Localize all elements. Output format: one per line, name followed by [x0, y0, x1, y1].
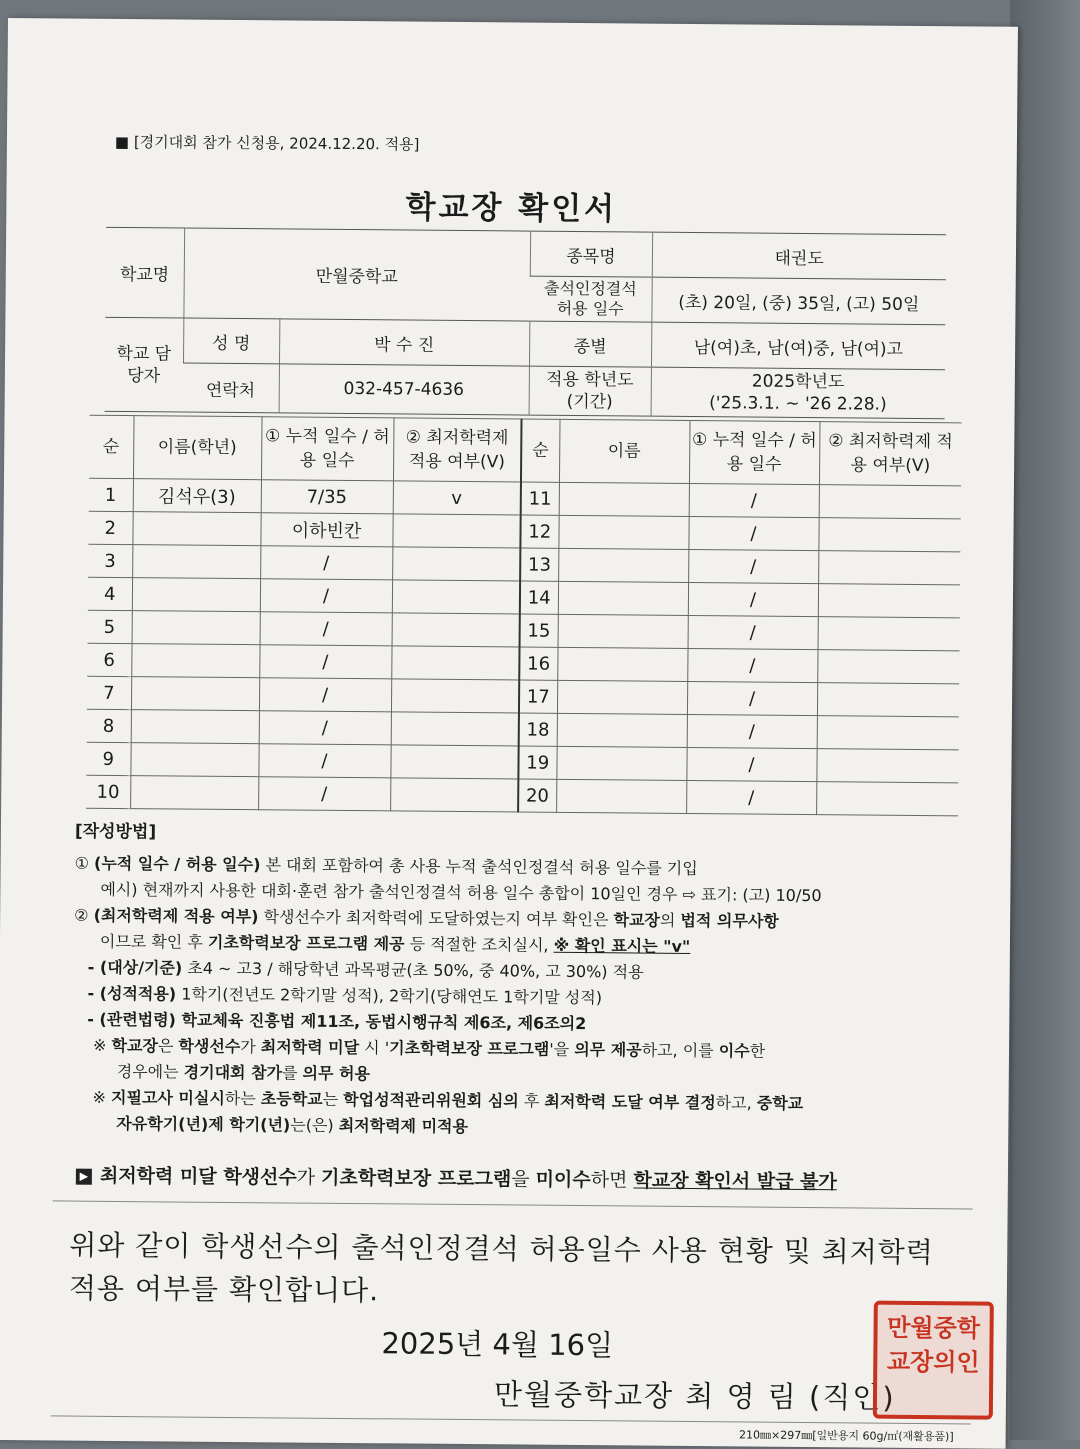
table-row	[86, 775, 958, 816]
name-cell	[559, 482, 689, 516]
seq-cell: 19	[518, 746, 556, 779]
final-warning-t4: 을	[511, 1168, 536, 1191]
document-title: 학교장 확인서	[405, 189, 618, 228]
col-header-seq-2: 순	[521, 419, 560, 482]
days-cell: /	[689, 483, 819, 517]
grade-text: 1학기(전년도 2학기말 성적), 2학기(당해연도 1학기말 성적)	[176, 984, 603, 1008]
name-cell	[557, 680, 687, 714]
col-header-name: 이름	[559, 419, 690, 483]
name-cell	[557, 713, 687, 747]
final-warning-t6: 하면	[590, 1169, 634, 1192]
days-cell: /	[260, 546, 392, 580]
days-cell: /	[688, 516, 818, 550]
check-cell	[818, 551, 960, 585]
days-cell: /	[258, 744, 390, 778]
final-warning-t2: 가	[296, 1166, 322, 1189]
note-1-competition: 경기대회 참가	[183, 1062, 283, 1083]
note-1-student: 학생선수	[178, 1036, 241, 1057]
check-cell	[818, 518, 960, 552]
note-1-mark: ※	[92, 1035, 112, 1055]
instruction-2-emphasis-principal: 학교장	[613, 910, 661, 930]
name-cell	[130, 743, 258, 777]
days-cell: /	[686, 747, 816, 781]
note-1-mandatory: 의무 제공	[574, 1039, 642, 1060]
seq-cell: 18	[519, 713, 557, 746]
instruction-2-emphasis-program: 기초학력보장 프로그램 제공	[207, 932, 405, 954]
instruction-2-line-2-text-b: 등 적절한 조치실시,	[404, 934, 554, 955]
signer-name: 만월중학교장 최 영 림 (직인)	[493, 1377, 896, 1415]
note-2-t2: 는	[322, 1089, 344, 1109]
note-1-line-2-t1: 경우에는	[116, 1061, 184, 1082]
seq-cell: 14	[520, 581, 558, 614]
contact-label: 연락처	[183, 363, 279, 413]
year-value: 2025학년도	[751, 371, 845, 393]
name-value: 박 수 진	[279, 319, 529, 366]
seq-cell: 16	[519, 647, 557, 680]
paper-spec: 210㎜×297㎜[일반용지 60g/㎡(재활용품)]	[739, 1428, 954, 1444]
days-cell: /	[259, 645, 391, 679]
name-cell	[132, 512, 260, 546]
note-1-allow: 의무 허용	[302, 1063, 371, 1084]
check-cell	[818, 617, 960, 651]
seq-cell: 2	[88, 511, 132, 544]
note-1-complete: 이수	[718, 1041, 750, 1061]
col-header-cumulative-2: ① 누적 일수 / 허용 일수	[689, 420, 820, 484]
confirmation-statement	[69, 1224, 970, 1318]
manager-label: 학교 담당자	[105, 317, 184, 412]
note-2-not-applied: 최저학력제 미적용	[338, 1115, 469, 1137]
seal-text: 만월중학교장의인	[886, 1312, 981, 1377]
col-header-name-grade: 이름(학년)	[133, 416, 262, 480]
col-header-min-achievement-2: ② 최저학력제 적용 여부(V)	[819, 422, 962, 486]
name-cell	[130, 776, 258, 810]
note-1-t3: 시 '	[359, 1038, 390, 1058]
days-cell: /	[687, 681, 817, 715]
note-2-middle: 중학교	[756, 1093, 804, 1113]
school-info-table	[105, 227, 947, 419]
name-cell	[132, 578, 260, 612]
note-2-mark: ※	[92, 1087, 112, 1107]
header-note: ■ [경기대회 참가 신청용, 2024.12.20. 적용]	[114, 132, 420, 154]
seq-cell: 15	[520, 614, 558, 647]
check-cell	[390, 778, 518, 812]
days-cell: /	[259, 678, 391, 712]
note-1-below-min: 최저학력 미달	[260, 1037, 360, 1058]
allowed-days-value: (초) 20일, (중) 35일, (고) 50일	[651, 277, 945, 325]
name-label: 성 명	[183, 318, 279, 364]
name-cell	[131, 644, 259, 678]
grade-heading: - (성적적용)	[87, 983, 177, 1004]
col-header-cumulative: ① 누적 일수 / 허용 일수	[261, 417, 394, 481]
name-cell	[558, 614, 688, 648]
name-cell	[558, 581, 688, 615]
check-cell	[819, 485, 961, 519]
instructions-section	[72, 819, 975, 1145]
name-cell: 김석우(3)	[133, 479, 261, 513]
days-cell: /	[688, 549, 818, 583]
seq-cell: 1	[89, 478, 133, 511]
name-cell	[132, 611, 260, 645]
confirmation-line-2: 적용 여부를 확인합니다.	[68, 1271, 380, 1308]
seq-cell: 13	[520, 548, 558, 581]
event-value: 태권도	[652, 232, 946, 280]
divider-bottom	[51, 1415, 971, 1424]
check-cell	[391, 712, 519, 746]
seq-cell: 7	[87, 676, 131, 709]
year-cell	[651, 367, 945, 419]
check-cell	[392, 613, 520, 647]
note-1-program: 기초학력보장 프로그램	[389, 1038, 550, 1059]
note-1-t4: '을	[549, 1039, 575, 1059]
seq-cell: 6	[87, 643, 131, 676]
note-1-t5: 하고, 이를	[641, 1040, 719, 1061]
name-cell	[131, 677, 259, 711]
note-2-t3: 후	[518, 1091, 545, 1111]
days-cell: 이하빈칸	[260, 513, 392, 547]
note-2-t1: 하는	[224, 1088, 261, 1109]
student-roster-table	[86, 415, 961, 817]
allowed-days-label: 출석인정결석 허용 일수	[529, 276, 651, 322]
seq-cell: 20	[518, 779, 556, 812]
signature-date: 2025년 4월 16일	[381, 1326, 614, 1363]
seq-cell: 12	[520, 515, 558, 548]
days-cell: /	[258, 777, 390, 811]
target-heading: - (대상/기준)	[87, 957, 183, 978]
roster-body	[86, 478, 961, 816]
days-cell: /	[260, 579, 392, 613]
year-label: 적용 학년도 (기간)	[529, 366, 651, 416]
instruction-1-text: 본 대회 포함하여 총 사용 누적 출석인정결석 허용 일수를 기입	[260, 855, 698, 879]
check-cell	[818, 584, 960, 618]
arrow-box-icon: ▶	[76, 1169, 92, 1185]
seq-cell: 5	[88, 610, 132, 643]
law-text: - (관련법령) 학교체육 진흥법 제11조, 동법시행규칙 제6조, 제6조의2	[87, 1009, 587, 1034]
name-cell	[558, 515, 688, 549]
note-2-elementary: 초등학교	[260, 1089, 323, 1109]
instruction-1-heading: (누적 일수 / 허용 일수)	[93, 853, 261, 875]
year-period: ('25.3.1. ~ '26 2.28.)	[709, 393, 887, 415]
instruction-2-marker: ②	[74, 905, 89, 925]
contact-value: 032-457-4636	[279, 364, 529, 415]
check-cell	[392, 547, 520, 581]
instruction-2-heading: (최저학력제 적용 여부)	[93, 905, 259, 927]
check-cell	[392, 514, 520, 548]
days-cell: /	[688, 615, 818, 649]
seq-cell: 10	[86, 775, 130, 808]
note-2-decision: 최저학력 도달 여부 결정	[544, 1091, 716, 1113]
final-warning-t5: 미이수	[535, 1168, 591, 1192]
confirmation-line-1: 위와 같이 학생선수의 출석인정결석 허용일수 사용 현황 및 최저학력	[69, 1228, 934, 1270]
instructions-title: [작성방법]	[74, 821, 157, 843]
event-label: 종목명	[530, 231, 652, 277]
instruction-1-example: 예시) 현재까지 사용한 대회·훈련 참가 출석인정결석 허용 일수 총합이 10일인 경우 ⇨ 표기: (고) 10/50	[100, 879, 822, 906]
note-2-t4: 하고,	[715, 1093, 757, 1113]
col-header-min-achievement: ② 최저학력제 적용 여부(V)	[393, 418, 522, 482]
seq-cell: 17	[519, 680, 557, 713]
seq-cell: 11	[521, 482, 559, 515]
note-2-committee: 학업성적관리위원회 심의	[343, 1089, 519, 1111]
name-cell	[556, 779, 686, 813]
school-value: 만월중학교	[183, 228, 530, 321]
note-2-free-semester: 자유학기(년)제 학기(년)	[116, 1113, 291, 1135]
note-1-t1: 은	[157, 1036, 179, 1056]
days-cell: /	[686, 780, 816, 814]
check-cell	[816, 749, 958, 783]
instruction-2-emphasis-duty: 법적 의무사항	[680, 910, 779, 931]
days-cell: /	[687, 648, 817, 682]
seq-cell: 4	[88, 577, 132, 610]
days-cell: 7/35	[261, 480, 393, 514]
document-page	[0, 18, 1018, 1449]
note-1-t6: 한	[749, 1041, 766, 1061]
instruction-2-line-2-text: 이므로 확인 후	[99, 931, 209, 952]
check-cell	[817, 716, 959, 750]
check-cell	[390, 745, 518, 779]
check-cell	[816, 782, 958, 816]
name-cell	[556, 746, 686, 780]
instruction-2-check-mark-note: ※ 확인 표시는 "v"	[553, 935, 691, 956]
check-cell	[391, 679, 519, 713]
name-cell	[131, 710, 259, 744]
check-cell	[392, 580, 520, 614]
final-warning-t3: 기초학력보장 프로그램	[320, 1166, 512, 1191]
seq-cell: 3	[88, 544, 132, 577]
final-warning-t7: 학교장 확인서 발급 불가	[633, 1169, 837, 1194]
check-cell: v	[393, 481, 521, 515]
instruction-1-marker: ①	[74, 853, 90, 873]
check-cell	[817, 650, 959, 684]
seq-cell: 8	[87, 709, 131, 742]
seq-cell: 9	[86, 742, 130, 775]
note-1-t2: 가	[240, 1037, 261, 1057]
note-2-no-exam: 지필고사 미실시	[111, 1087, 225, 1108]
final-warning	[76, 1161, 956, 1196]
col-header-seq: 순	[89, 415, 134, 478]
name-cell	[558, 548, 688, 582]
category-value: 남(여)초, 남(여)중, 남(여)고	[651, 322, 945, 370]
name-cell	[132, 545, 260, 579]
instruction-2-text: 학생선수가 최저학력에 도달하였는지 여부 확인은	[258, 907, 614, 930]
days-cell: /	[688, 582, 818, 616]
note-1-line-2-t2: 를	[281, 1063, 303, 1083]
days-cell: /	[260, 612, 392, 646]
note-2-line-2-t1: 는(은)	[290, 1115, 339, 1135]
background-surface	[1010, 0, 1080, 1440]
school-label: 학교명	[105, 227, 184, 318]
days-cell: /	[687, 714, 817, 748]
target-text: 초4 ~ 고3 / 해당학년 과목평균(초 50%, 중 40%, 고 30%) 적용	[182, 958, 644, 982]
official-seal-stamp	[873, 1301, 994, 1420]
check-cell	[391, 646, 519, 680]
days-cell: /	[259, 711, 391, 745]
divider-top	[53, 1200, 973, 1209]
check-cell	[817, 683, 959, 717]
instruction-2-text-b: 의	[659, 910, 681, 930]
category-label: 종별	[529, 321, 651, 367]
name-cell	[557, 647, 687, 681]
note-1-principal: 학교장	[111, 1035, 158, 1056]
final-warning-t1: 최저학력 미달 학생선수	[99, 1164, 297, 1189]
